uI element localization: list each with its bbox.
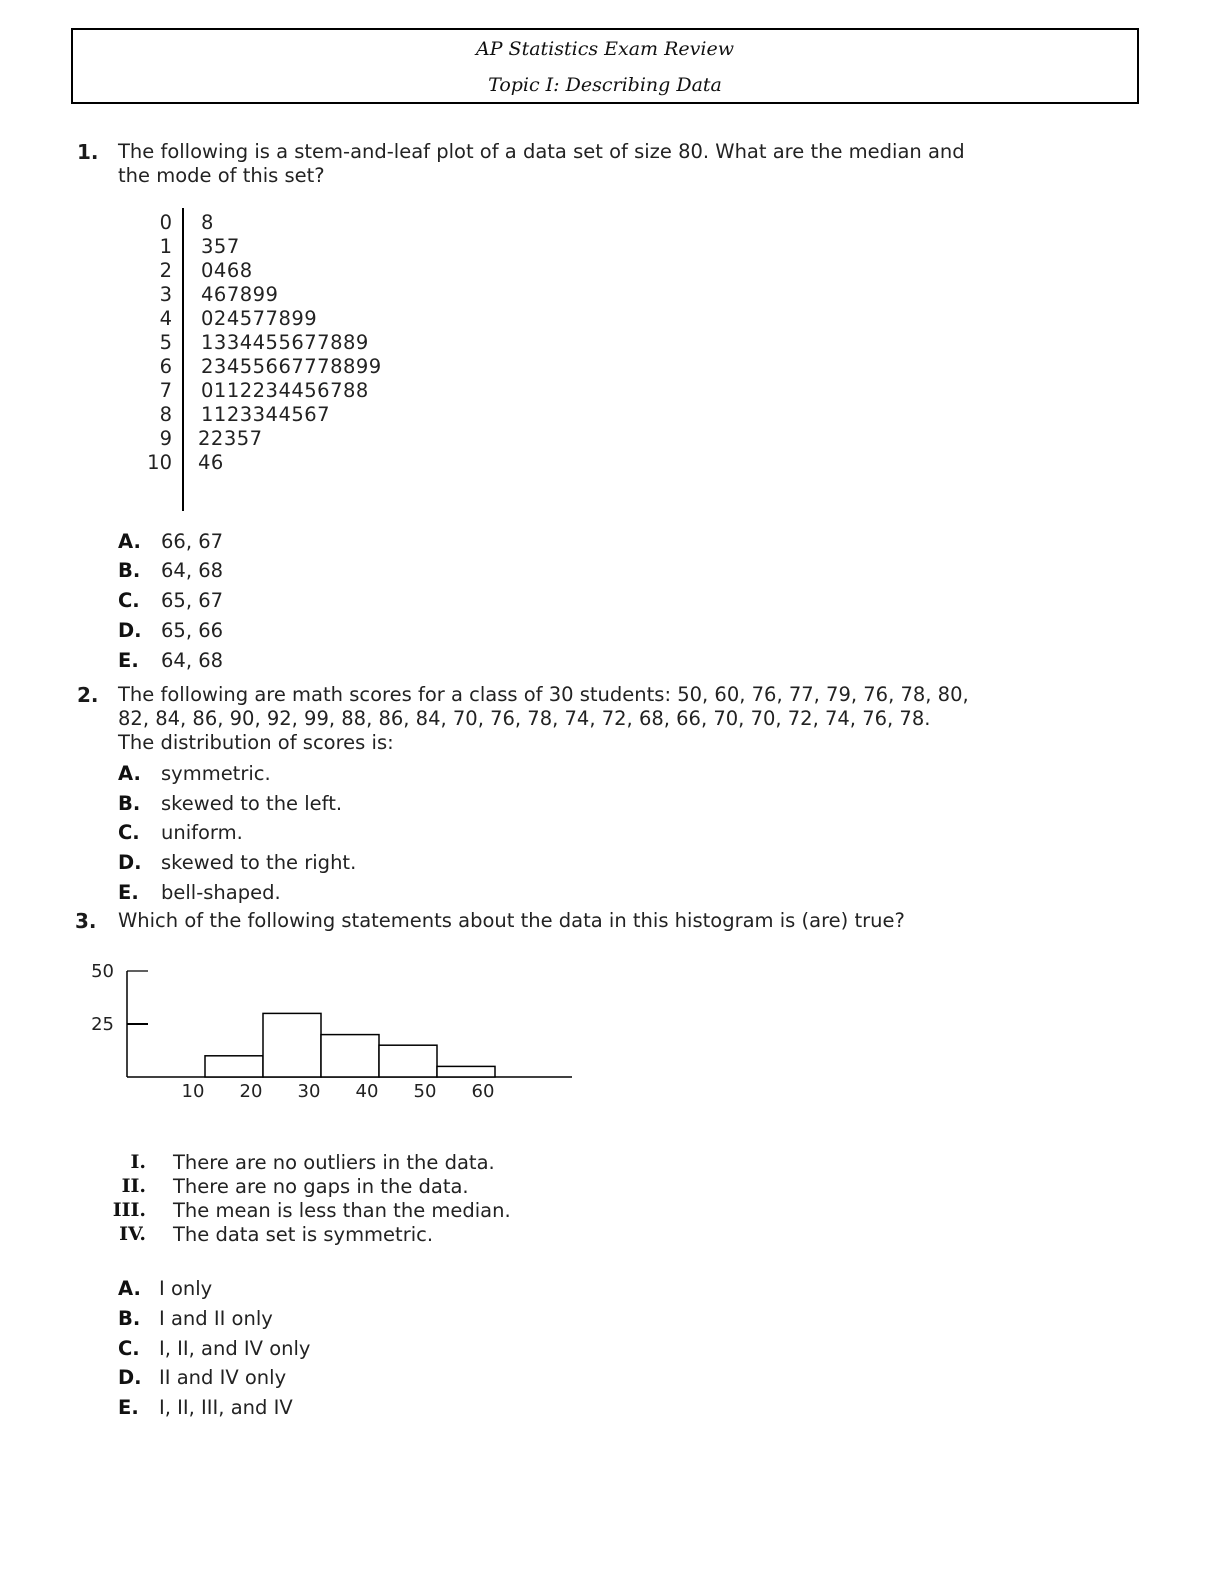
choice-letter: E. — [118, 1396, 139, 1419]
stem-5: 5 — [159, 331, 172, 354]
histogram-bars — [205, 1013, 495, 1077]
leaf-3: 467899 — [201, 283, 279, 306]
choice-text: 66, 67 — [161, 530, 224, 553]
x-tick-label: 60 — [471, 1081, 495, 1102]
choice-letter: B. — [118, 792, 141, 815]
leaf-7: 0112234456788 — [201, 379, 369, 402]
choice-letter: D. — [118, 619, 142, 642]
choice-letter: A. — [118, 762, 141, 785]
choice-text: uniform. — [161, 821, 243, 844]
document-subtitle: Topic I: Describing Data — [488, 74, 722, 96]
choice-text: I only — [159, 1277, 213, 1300]
q3-choice-c[interactable] — [118, 1337, 310, 1361]
choice-text: 65, 67 — [161, 589, 224, 612]
question-1-text: The following is a stem-and-leaf plot of a data set of size 80. What are the median and the mode of this set? — [118, 140, 965, 187]
choice-letter: C. — [118, 1337, 140, 1360]
choice-text: 65, 66 — [161, 619, 224, 642]
y-tick-label: 25 — [91, 1014, 114, 1035]
choice-text: I, II, III, and IV — [159, 1396, 293, 1419]
document-title: AP Statistics Exam Review — [476, 38, 734, 60]
leaf-10: 46 — [198, 451, 224, 474]
choice-text: symmetric. — [161, 762, 271, 785]
stem-1: 1 — [159, 235, 172, 258]
choice-text: skewed to the left. — [161, 792, 343, 815]
leaf-4: 024577899 — [201, 307, 318, 330]
x-tick-label: 20 — [239, 1081, 263, 1102]
question-2-line-3: The distribution of scores is: — [118, 731, 394, 754]
choice-text: I and II only — [159, 1307, 273, 1330]
choice-letter: E. — [118, 649, 139, 672]
question-1-number: 1. — [77, 140, 99, 164]
question-2-line-2: 82, 84, 86, 90, 92, 99, 88, 86, 84, 70, 76, 78, 74, 72, 68, 66, 70, 70, 72, 74, 76, 78. — [118, 707, 931, 730]
stem-8: 8 — [159, 403, 172, 426]
question-2-number: 2. — [77, 683, 99, 707]
x-tick-label: 10 — [181, 1081, 205, 1102]
x-tick-label: 40 — [355, 1081, 379, 1102]
statement-2-numeral: II. — [121, 1175, 146, 1197]
leaf-8: 1123344567 — [201, 403, 331, 426]
question-3-text: Which of the following statements about the data in this histogram is (are) true? — [118, 909, 905, 932]
choice-text: bell-shaped. — [161, 881, 281, 904]
choice-letter: D. — [118, 851, 142, 874]
q3-choice-b[interactable] — [118, 1307, 273, 1331]
histogram-bar — [321, 1035, 379, 1077]
leaf-2: 0468 — [201, 259, 253, 282]
q3-choice-a[interactable] — [118, 1277, 212, 1301]
histogram-bar — [205, 1056, 263, 1077]
leaf-9: 22357 — [198, 427, 263, 450]
statement-3-numeral: III. — [112, 1199, 146, 1221]
leaf-5: 1334455677889 — [201, 331, 369, 354]
leaf-6: 23455667778899 — [201, 355, 382, 378]
question-2-line-1: The following are math scores for a class of 30 students: 50, 60, 76, 77, 79, 76, 78, 80, — [118, 683, 969, 706]
choice-letter: C. — [118, 821, 140, 844]
stem-7: 7 — [159, 379, 172, 402]
leaf-0: 8 — [201, 211, 214, 234]
statement-4-text: The data set is symmetric. — [173, 1223, 434, 1246]
choice-letter: E. — [118, 881, 139, 904]
leaf-1: 357 — [201, 235, 240, 258]
statement-3-text: The mean is less than the median. — [173, 1199, 511, 1222]
stem-10: 10 — [147, 451, 172, 474]
q3-choice-e[interactable] — [118, 1396, 293, 1420]
x-tick-label: 50 — [413, 1081, 437, 1102]
question-3-number: 3. — [75, 909, 97, 933]
stem-6: 6 — [159, 355, 172, 378]
choice-text: II and IV only — [159, 1366, 287, 1389]
statement-4-numeral: IV. — [119, 1223, 146, 1245]
stem-4: 4 — [159, 307, 172, 330]
choice-letter: A. — [118, 1277, 141, 1300]
statement-2-text: There are no gaps in the data. — [173, 1175, 469, 1198]
histogram-bar — [437, 1066, 495, 1077]
choice-letter: B. — [118, 559, 141, 582]
choice-text: 64, 68 — [161, 649, 224, 672]
x-tick-label: 30 — [297, 1081, 321, 1102]
q3-choice-d[interactable] — [118, 1366, 286, 1390]
stem-9: 9 — [159, 427, 172, 450]
choice-text: skewed to the right. — [161, 851, 357, 874]
choice-text: I, II, and IV only — [159, 1337, 311, 1360]
stem-0: 0 — [159, 211, 172, 234]
statement-1-numeral: I. — [130, 1151, 146, 1173]
choice-letter: D. — [118, 1366, 142, 1389]
stem-3: 3 — [159, 283, 172, 306]
y-tick-label: 50 — [91, 961, 114, 982]
histogram-chart — [0, 0, 600, 1110]
choice-letter: B. — [118, 1307, 141, 1330]
histogram-bar — [263, 1013, 321, 1077]
choice-letter: A. — [118, 530, 141, 553]
choice-text: 64, 68 — [161, 559, 224, 582]
stem-2: 2 — [159, 259, 172, 282]
statement-1-text: There are no outliers in the data. — [173, 1151, 495, 1174]
choice-letter: C. — [118, 589, 140, 612]
histogram-bar — [379, 1045, 437, 1077]
